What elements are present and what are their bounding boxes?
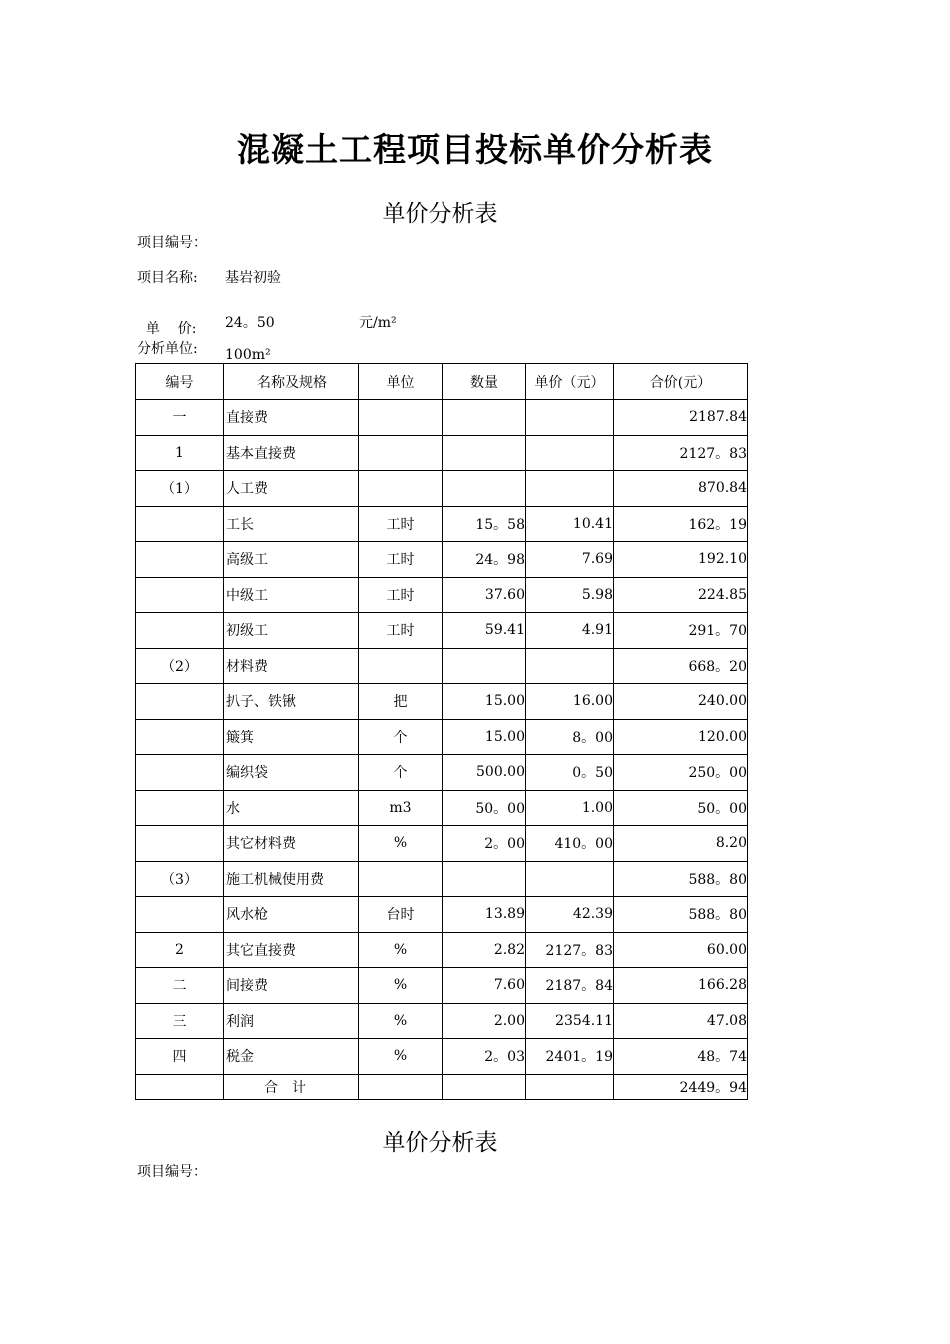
cell-unit: % [359, 968, 443, 1004]
cell-unit: m3 [359, 790, 443, 826]
cell-no [136, 577, 224, 613]
cell-total: 162。19 [614, 506, 748, 542]
analysis-unit-row [137, 338, 271, 363]
cell-total: 291。70 [614, 613, 748, 649]
cell-no [136, 897, 224, 933]
cell-unit: % [359, 932, 443, 968]
cell-no: 一 [136, 400, 224, 436]
second-project-no-label: 项目编号： [137, 1164, 207, 1180]
cell-no [136, 542, 224, 578]
project-no-label: 项目编号： [137, 235, 207, 251]
cell-no: 2 [136, 932, 224, 968]
cell-qty: 24。98 [443, 542, 526, 578]
cell-price: 16.00 [526, 684, 614, 720]
cell-price [526, 648, 614, 684]
table-row [136, 719, 748, 755]
total-unit-cell [359, 1074, 443, 1099]
cell-total: 50。00 [614, 790, 748, 826]
cell-no: 1 [136, 435, 224, 471]
cell-price: 5.98 [526, 577, 614, 613]
cell-unit [359, 435, 443, 471]
cell-price: 2354.11 [526, 1003, 614, 1039]
cell-qty [443, 400, 526, 436]
table-row [136, 968, 748, 1004]
cell-no [136, 684, 224, 720]
cell-qty [443, 861, 526, 897]
header-price: 单价（元） [526, 364, 614, 400]
cell-price [526, 435, 614, 471]
table-row [136, 684, 748, 720]
unit-price-value: 24。50 [225, 315, 275, 331]
cell-total: 2187.84 [614, 400, 748, 436]
cell-unit [359, 471, 443, 507]
unit-price-analysis-table [135, 363, 748, 1100]
cell-name: 利润 [224, 1003, 359, 1039]
cell-name: 施工机械使用费 [224, 861, 359, 897]
table-total-row [136, 1074, 748, 1099]
cell-qty: 2.82 [443, 932, 526, 968]
cell-qty [443, 435, 526, 471]
cell-qty: 50。00 [443, 790, 526, 826]
cell-no [136, 755, 224, 791]
cell-no [136, 506, 224, 542]
cell-price: 410。00 [526, 826, 614, 862]
cell-name: 高级工 [224, 542, 359, 578]
cell-qty [443, 648, 526, 684]
cell-unit [359, 861, 443, 897]
cell-qty: 2。00 [443, 826, 526, 862]
header-no: 编号 [136, 364, 224, 400]
cell-no [136, 613, 224, 649]
table-row [136, 897, 748, 933]
cell-name: 初级工 [224, 613, 359, 649]
second-section-title: 单价分析表 [382, 1130, 498, 1156]
cell-total: 60.00 [614, 932, 748, 968]
cell-total: 250。00 [614, 755, 748, 791]
cell-total: 224.85 [614, 577, 748, 613]
cell-name: 编织袋 [224, 755, 359, 791]
second-project-no-row [137, 1161, 207, 1181]
cell-total: 870.84 [614, 471, 748, 507]
table-row [136, 861, 748, 897]
cell-price: 10.41 [526, 506, 614, 542]
cell-no: 三 [136, 1003, 224, 1039]
table-row [136, 542, 748, 578]
header-name: 名称及规格 [224, 364, 359, 400]
table-row [136, 613, 748, 649]
cell-price: 4.91 [526, 613, 614, 649]
cell-name: 材料费 [224, 648, 359, 684]
cell-name: 间接费 [224, 968, 359, 1004]
cell-qty: 37.60 [443, 577, 526, 613]
cell-name: 水 [224, 790, 359, 826]
cell-price: 7.69 [526, 542, 614, 578]
table-row [136, 790, 748, 826]
cell-unit [359, 400, 443, 436]
cell-no: 二 [136, 968, 224, 1004]
table-header-row [136, 364, 748, 400]
cell-total: 166.28 [614, 968, 748, 1004]
cell-name: 基本直接费 [224, 435, 359, 471]
table-row [136, 506, 748, 542]
cell-qty: 15.00 [443, 719, 526, 755]
total-qty-cell [443, 1074, 526, 1099]
cell-no: （1） [136, 471, 224, 507]
cell-qty: 15.00 [443, 684, 526, 720]
cell-no [136, 826, 224, 862]
table-row [136, 826, 748, 862]
table-row [136, 932, 748, 968]
cell-name: 簸箕 [224, 719, 359, 755]
total-no-cell [136, 1074, 224, 1099]
cell-price: 2127。83 [526, 932, 614, 968]
cell-unit: % [359, 1003, 443, 1039]
cell-price: 1.00 [526, 790, 614, 826]
cell-unit: 工时 [359, 506, 443, 542]
table-row [136, 435, 748, 471]
cell-total: 668。20 [614, 648, 748, 684]
unit-price-label: 单 价: [145, 321, 197, 337]
cell-total: 8.20 [614, 826, 748, 862]
cell-no [136, 719, 224, 755]
cell-qty: 2。03 [443, 1039, 526, 1075]
cell-total: 588。80 [614, 897, 748, 933]
cell-name: 其它直接费 [224, 932, 359, 968]
table-row [136, 471, 748, 507]
cell-total: 2127。83 [614, 435, 748, 471]
cell-name: 工长 [224, 506, 359, 542]
header-unit: 单位 [359, 364, 443, 400]
cell-price [526, 400, 614, 436]
cell-price: 8。00 [526, 719, 614, 755]
cell-no: （2） [136, 648, 224, 684]
cell-name: 其它材料费 [224, 826, 359, 862]
cell-name: 人工费 [224, 471, 359, 507]
project-no-row [137, 232, 207, 252]
cell-qty: 2.00 [443, 1003, 526, 1039]
cell-unit: % [359, 1039, 443, 1075]
cell-no: 四 [136, 1039, 224, 1075]
table-row [136, 400, 748, 436]
table-row [136, 755, 748, 791]
cell-qty: 15。58 [443, 506, 526, 542]
document-title: 混凝土工程项目投标单价分析表 [237, 130, 713, 169]
cell-unit [359, 648, 443, 684]
cell-qty: 500.00 [443, 755, 526, 791]
cell-price [526, 471, 614, 507]
project-name-label: 项目名称: [137, 270, 198, 286]
cell-qty: 59.41 [443, 613, 526, 649]
section-title: 单价分析表 [382, 201, 498, 227]
cell-unit: % [359, 826, 443, 862]
cell-total: 120.00 [614, 719, 748, 755]
cell-price: 42.39 [526, 897, 614, 933]
table-row [136, 577, 748, 613]
table-row [136, 1039, 748, 1075]
total-value: 2449。94 [614, 1074, 748, 1099]
cell-total: 588。80 [614, 861, 748, 897]
cell-unit: 台时 [359, 897, 443, 933]
cell-name: 扒子、铁锹 [224, 684, 359, 720]
table-row [136, 648, 748, 684]
cell-no: （3） [136, 861, 224, 897]
project-name-value: 基岩初验 [225, 270, 281, 286]
cell-qty: 13.89 [443, 897, 526, 933]
total-label: 合计 [224, 1074, 359, 1099]
cell-qty [443, 471, 526, 507]
cell-total: 192.10 [614, 542, 748, 578]
analysis-unit-label: 分析单位: [137, 341, 198, 357]
cell-unit: 工时 [359, 577, 443, 613]
cell-no [136, 790, 224, 826]
cell-unit: 个 [359, 719, 443, 755]
cell-name: 直接费 [224, 400, 359, 436]
analysis-unit-value: 100m² [225, 347, 271, 363]
cell-price: 2187。84 [526, 968, 614, 1004]
cell-total: 240.00 [614, 684, 748, 720]
cell-unit: 工时 [359, 542, 443, 578]
total-price-cell [526, 1074, 614, 1099]
cell-name: 中级工 [224, 577, 359, 613]
project-name-row [137, 267, 281, 287]
cell-unit: 工时 [359, 613, 443, 649]
cell-total: 47.08 [614, 1003, 748, 1039]
table-row [136, 1003, 748, 1039]
cell-name: 税金 [224, 1039, 359, 1075]
header-qty: 数量 [443, 364, 526, 400]
cell-total: 48。74 [614, 1039, 748, 1075]
cell-price [526, 861, 614, 897]
cell-unit: 把 [359, 684, 443, 720]
cell-qty: 7.60 [443, 968, 526, 1004]
cell-unit: 个 [359, 755, 443, 791]
cell-price: 0。50 [526, 755, 614, 791]
cell-name: 风水枪 [224, 897, 359, 933]
unit-price-unit: 元/m² [359, 315, 397, 331]
header-total: 合价(元） [614, 364, 748, 400]
cell-price: 2401。19 [526, 1039, 614, 1075]
